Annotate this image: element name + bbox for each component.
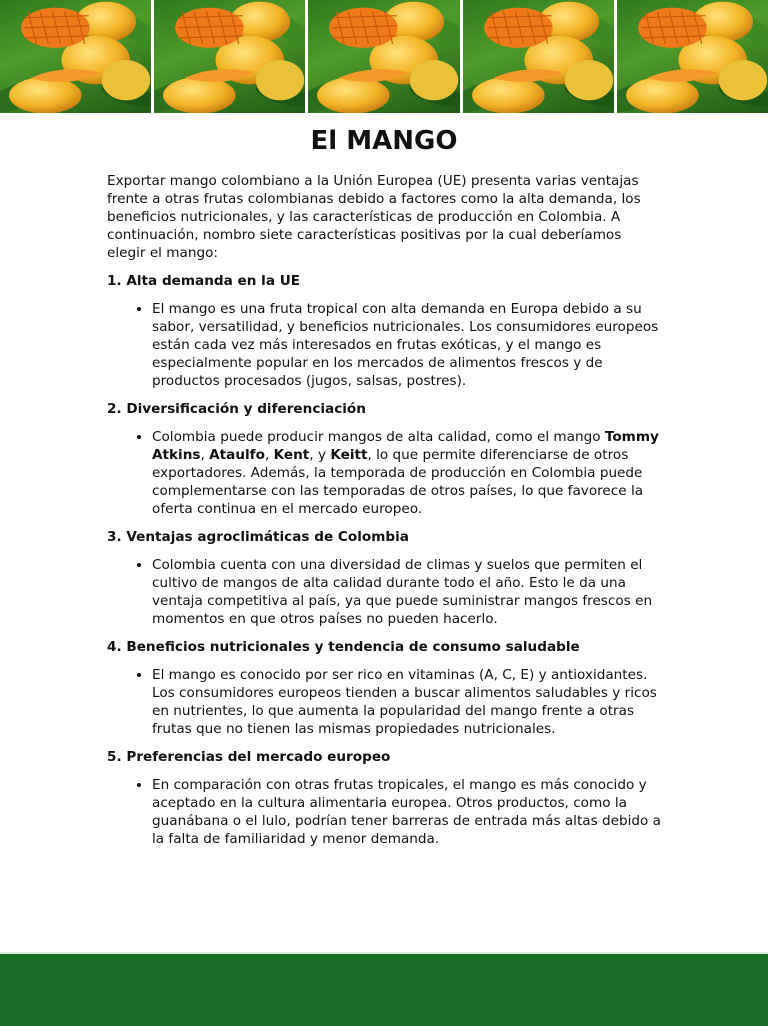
document-body — [107, 172, 662, 858]
variety-ataulfo: Ataulfo — [209, 447, 265, 463]
variety-kent: Kent — [273, 447, 310, 463]
variety-tommy-atkins: Tommy Atkins — [152, 429, 659, 463]
section-heading-3: 3. Ventajas agroclimáticas de Colombia — [107, 529, 409, 545]
section-bullet-4: • El mango es conocido por ser rico en vitaminas (A, C, E) y antioxidantes. Los consumidores europeos tienden a buscar alimentos saludables y ricos en nutrientes, lo que aumenta la popularidad del mango frente a otras frutas que no tienen las mismas propiedades nutricionales. — [152, 666, 662, 738]
section-list-3 — [107, 556, 662, 628]
mango-illustration — [463, 0, 614, 113]
variety-keitt: Keitt — [330, 447, 368, 463]
mango-banner — [0, 0, 768, 113]
mango-illustration — [617, 0, 768, 113]
page-title: El MANGO — [310, 126, 458, 156]
mango-image-4 — [463, 0, 614, 113]
bullet-2-sep-2: , — [264, 447, 274, 463]
mango-image-1 — [0, 0, 151, 113]
intro-paragraph: Exportar mango colombiano a la Unión Europea (UE) presenta varias ventajas frente a otras frutas colombianas debido a factores como la alta demanda, los beneficios nutricionales, y las características de producción en Colombia. A continuación, nombro siete características positivas por la cual deberíamos elegir el mango: — [107, 173, 641, 261]
mango-illustration — [0, 0, 151, 113]
bullet-2-sep-3: , y — [309, 447, 331, 463]
section-list-2 — [107, 428, 662, 518]
section-heading-5: 5. Preferencias del mercado europeo — [107, 749, 391, 765]
section-heading-4: 4. Beneficios nutricionales y tendencia de consumo saludable — [107, 639, 580, 655]
mango-image-3 — [308, 0, 459, 113]
mango-illustration — [154, 0, 305, 113]
section-list-1 — [107, 300, 662, 390]
mango-image-2 — [154, 0, 305, 113]
mango-illustration — [308, 0, 459, 113]
footer-bar — [0, 952, 768, 1026]
bullet-2-tail: , lo que permite diferenciarse de otros exportadores. Además, la temporada de producción en Colombia puede complementarse con las temporadas de otros países, lo que favorece la oferta continua en el mercado europeo. — [152, 447, 644, 517]
section-bullet-5: • En comparación con otras frutas tropicales, el mango es más conocido y aceptado en la cultura alimentaria europea. Otros productos, como la guanábana o el lulo, podrían tener barreras de entrada más altas debido a la falta de familiaridad y menor demanda. — [152, 776, 662, 848]
bullet-2-lead: Colombia puede producir mangos de alta calidad, como el mango — [152, 429, 605, 445]
section-list-5 — [107, 776, 662, 848]
mango-image-5 — [617, 0, 768, 113]
section-bullet-2 — [152, 428, 662, 518]
section-heading-1: 1. Alta demanda en la UE — [107, 273, 301, 289]
section-heading-2: 2. Diversificación y diferenciación — [107, 401, 366, 417]
section-bullet-1: • El mango es una fruta tropical con alta demanda en Europa debido a su sabor, versatilidad, y beneficios nutricionales. Los consumidores europeos están cada vez más interesados en frutas exóticas, y el mango es especialmente popular en los mercados de alimentos frescos y de productos procesados (jugos, salsas, postres). — [152, 300, 662, 390]
bullet-2-sep-1: , — [200, 447, 210, 463]
section-bullet-3: • Colombia cuenta con una diversidad de climas y suelos que permiten el cultivo de mangos de alta calidad durante todo el año. Esto le da una ventaja competitiva al país, ya que puede suministrar mangos frescos en momentos en que otros países no pueden hacerlo. — [152, 556, 662, 628]
section-list-4 — [107, 666, 662, 738]
